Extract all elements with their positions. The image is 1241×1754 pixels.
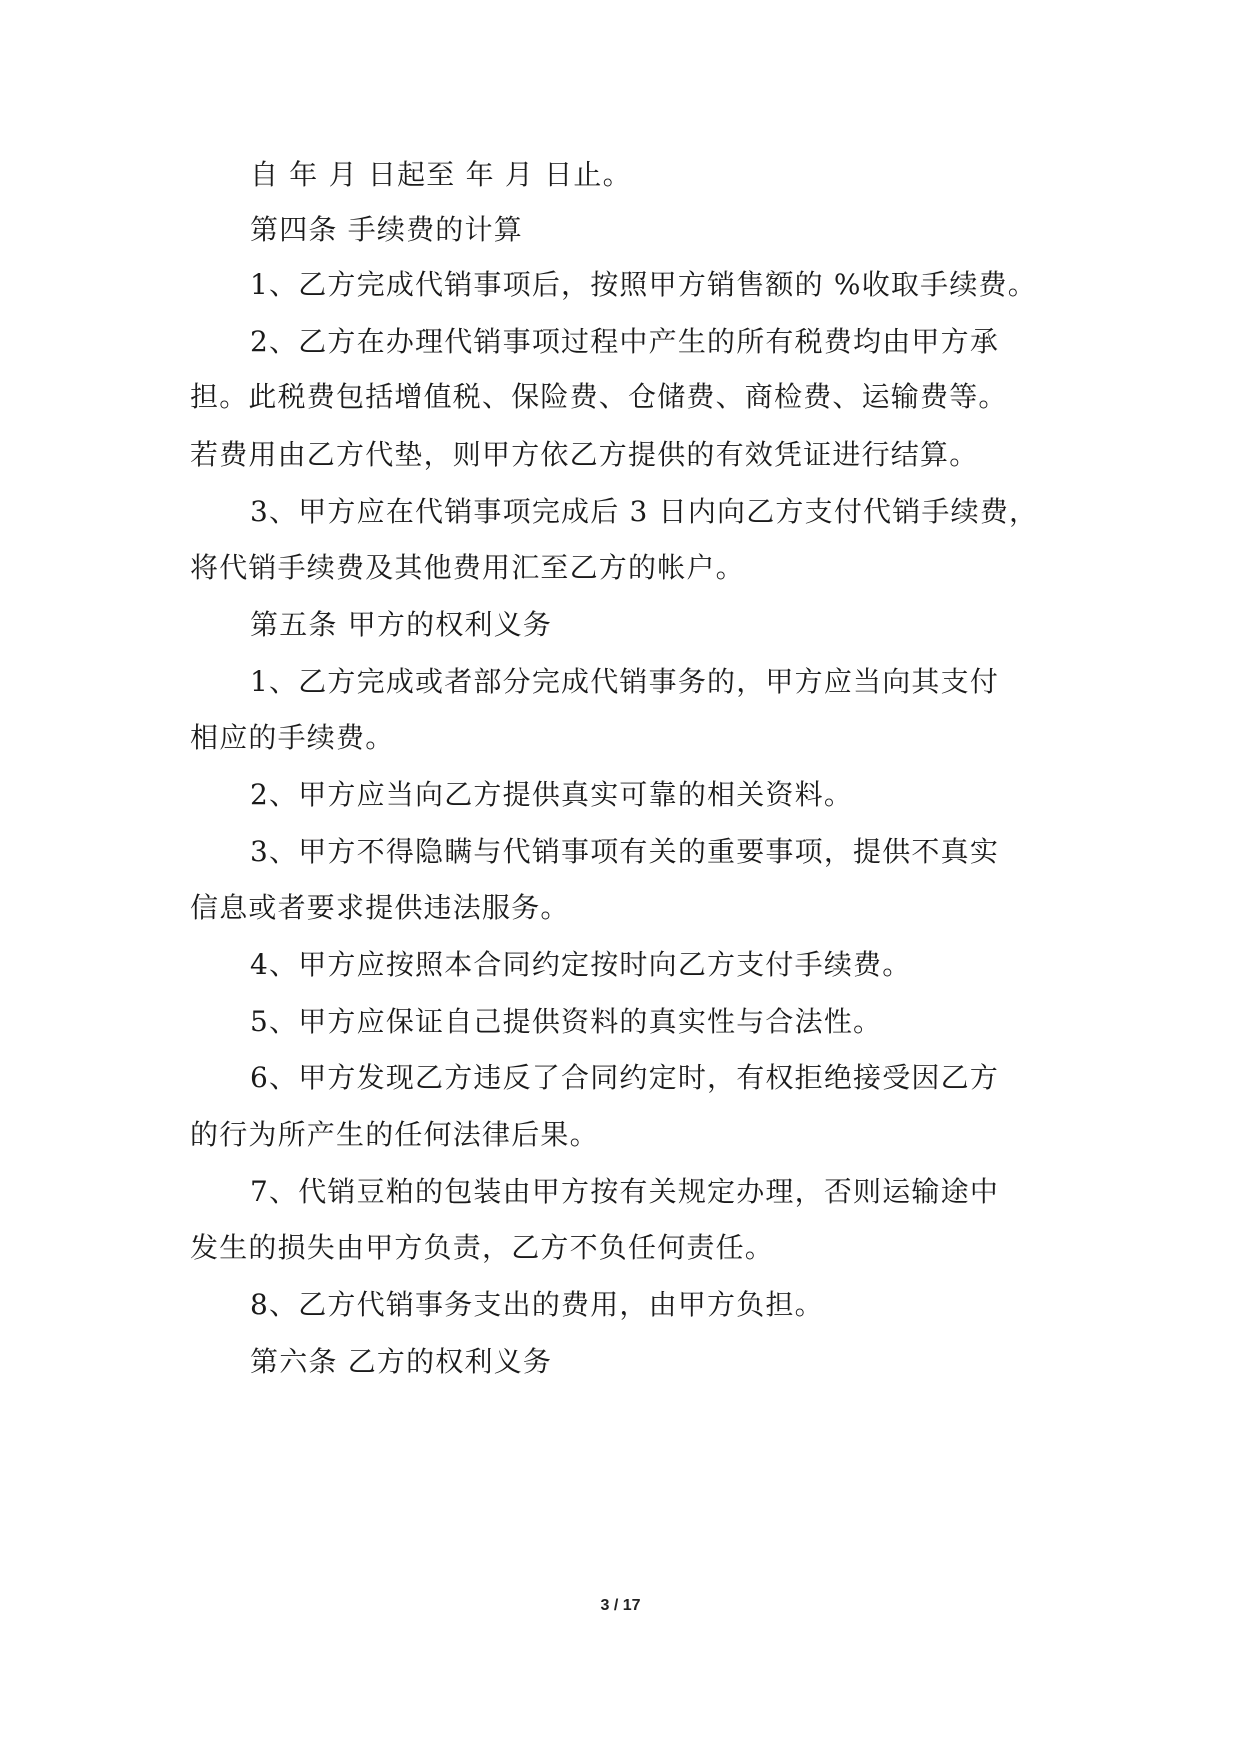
text-line: 相应的手续费。 (190, 721, 395, 754)
text-line: 3、甲方应在代销事项完成后 3 日内向乙方支付代销手续费， (250, 495, 1039, 528)
text-line: 1、乙方完成代销事项后，按照甲方销售额的 %收取手续费。 (250, 268, 1037, 301)
text-line: 4、甲方应按照本合同约定按时向乙方支付手续费。 (250, 948, 912, 981)
text-line: 2、甲方应当向乙方提供真实可靠的相关资料。 (250, 778, 854, 811)
text-line: 将代销手续费及其他费用汇至乙方的帐户。 (190, 551, 745, 584)
text-line: 的行为所产生的任何法律后果。 (190, 1118, 599, 1151)
text-line: 2、乙方在办理代销事项过程中产生的所有税费均由甲方承 (250, 325, 1000, 358)
text-line: 发生的损失由甲方负责，乙方不负任何责任。 (190, 1231, 775, 1264)
text-line: 自 年 月 日起至 年 月 日止。 (250, 158, 632, 191)
text-line: 5、甲方应保证自己提供资料的真实性与合法性。 (250, 1005, 883, 1038)
text-line: 信息或者要求提供违法服务。 (190, 891, 570, 924)
section-heading: 第五条 甲方的权利义务 (250, 608, 553, 641)
text-line: 若费用由乙方代垫，则甲方依乙方提供的有效凭证进行结算。 (190, 438, 979, 471)
page-number: 3 / 17 (600, 1597, 641, 1614)
text-line: 1、乙方完成或者部分完成代销事务的，甲方应当向其支付 (250, 665, 1000, 698)
text-line: 3、甲方不得隐瞒与代销事项有关的重要事项，提供不真实 (250, 835, 1000, 868)
text-line: 8、乙方代销事务支出的费用，由甲方负担。 (250, 1288, 824, 1321)
text-line: 6、甲方发现乙方违反了合同约定时，有权拒绝接受因乙方 (250, 1061, 1000, 1094)
text-line: 担。此税费包括增值税、保险费、仓储费、商检费、运输费等。 (190, 380, 1008, 413)
section-heading: 第六条 乙方的权利义务 (250, 1345, 553, 1378)
text-line: 7、代销豆粕的包装由甲方按有关规定办理，否则运输途中 (250, 1175, 1000, 1208)
section-heading: 第四条 手续费的计算 (250, 213, 523, 246)
